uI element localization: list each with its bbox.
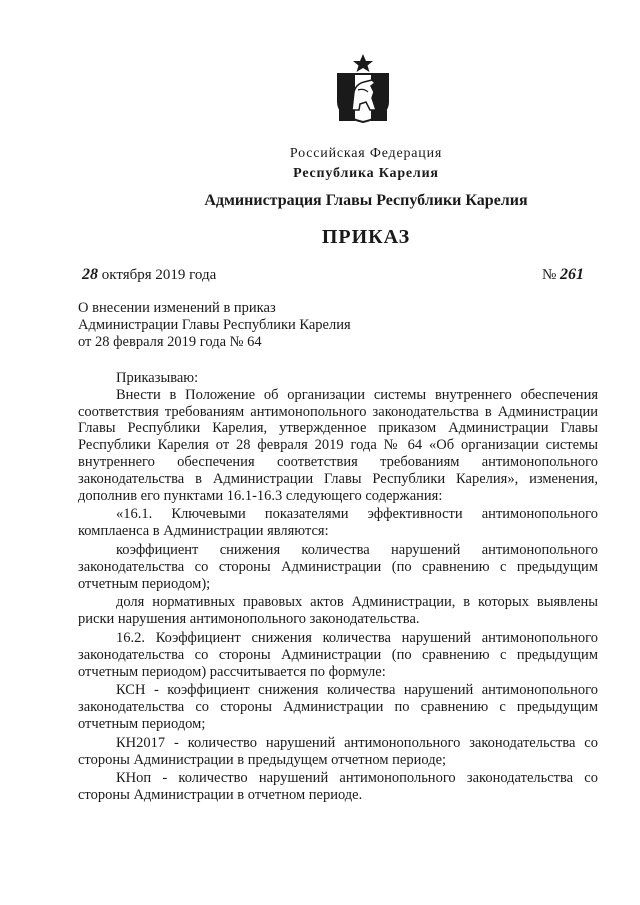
date-rest: октября 2019 года <box>101 267 217 283</box>
body-paragraph: «16.1. Ключевыми показателями эффективности антимонопольного комплаенса в Администрации являются: <box>78 506 598 540</box>
body-paragraph: КСН - коэффициент снижения количества нарушений антимонопольного законодательства со стороны Администрации по сравнению с предыдущим отчетным периодом; <box>78 682 598 732</box>
republic-name: Республика Карелия <box>293 166 439 181</box>
body-paragraph: КНоп - количество нарушений антимонопольного законодательства со стороны Администрации в отчетном периоде. <box>78 770 598 804</box>
body-paragraph: Внести в Положение об организации системы внутреннего обеспечения соответствия требованиям антимонопольного законодательства в Администрации Главы Республики Карелия, утвержденное приказом Администрации Главы Республики Карелия от 28 февраля 2019 года № 64 «Об организации системы внутреннего обеспечения соответствия требованиям антимонопольного законодательства в Администрации Главы Республики Карелия», изменения, дополнив его пунктами 16.1-16.3 следующего содержания: <box>78 386 598 504</box>
karelia-coat-of-arms-icon <box>328 52 398 124</box>
document-subject <box>78 300 351 351</box>
body-paragraph: Приказываю: <box>116 370 199 386</box>
body-paragraph: доля нормативных правовых актов Администрации, в которых выявлены риски нарушения антимонопольного законодательства. <box>78 594 598 628</box>
authority-name: Администрация Главы Республики Карелия <box>204 192 528 209</box>
number-handwritten: 261 <box>560 266 584 283</box>
body-paragraph: коэффициент снижения количества нарушений антимонопольного законодательства со стороны Администрации (по сравнению с предыдущим отчетным периодом); <box>78 541 598 592</box>
country-name: Российская Федерация <box>289 146 443 161</box>
document-body <box>78 370 598 804</box>
document-type: ПРИКАЗ <box>321 226 411 248</box>
subject-line: О внесении изменений в приказ <box>78 300 276 316</box>
document-number <box>542 266 584 284</box>
subject-line: Администрации Главы Республики Карелия <box>78 317 351 333</box>
document-date <box>82 266 216 284</box>
body-paragraph: 16.2. Коэффициент снижения количества нарушений антимонопольного законодательства со стороны Администрации (по сравнению с предыдущим отчетным периодом) рассчитывается по формуле: <box>78 629 598 680</box>
number-prefix: № <box>541 267 557 283</box>
body-paragraph: КН2017 - количество нарушений антимонопольного законодательства со стороны Администрации в предыдущем отчетном периоде; <box>78 734 598 768</box>
subject-line: от 28 февраля 2019 года № 64 <box>78 334 262 350</box>
date-day-handwritten: 28 <box>82 266 98 283</box>
